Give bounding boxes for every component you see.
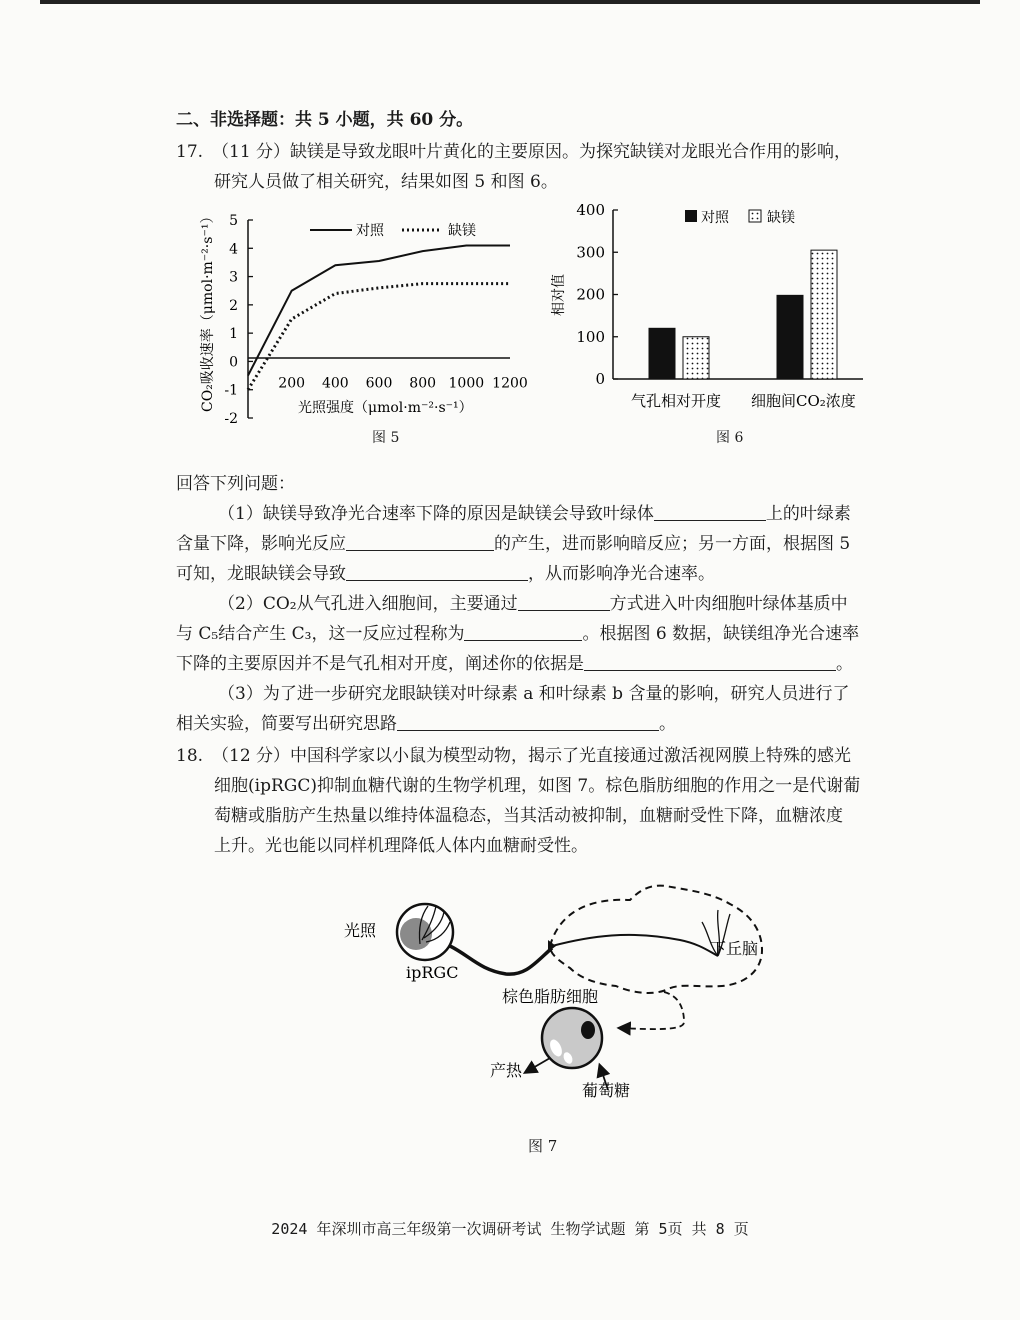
q18-number: 18.	[176, 746, 204, 766]
q18-line1: （12 分）中国科学家以小鼠为模型动物，揭示了光直接通过激活视网膜上特殊的感光	[212, 746, 852, 766]
section-header: 二、非选择题：共 5 小题，共 60 分。	[176, 110, 474, 130]
fig5-x-ticks	[278, 375, 528, 391]
q17-p2-a: （2）CO₂从气孔进入细胞间，主要通过	[218, 594, 518, 614]
fig5-x-tick-label: 800	[409, 375, 437, 392]
fig5-y-tick-label: -2	[224, 411, 238, 427]
fig5-x-tick-label: 200	[278, 375, 306, 392]
heat-arrow	[526, 1058, 550, 1072]
fig6-bar-control-2	[777, 295, 803, 379]
q17-p2-line2	[176, 622, 859, 646]
q17-p3-line2	[176, 712, 676, 736]
fig6-y-tick-label: 200	[576, 285, 605, 304]
q17-p2-c: 与 C₅结合产生 C₃，这一反应过程称为	[176, 624, 465, 644]
fig5-y-tick-label: 2	[229, 297, 238, 314]
q17-line2: 研究人员做了相关研究，结果如图 5 和图 6。	[214, 172, 558, 192]
fig6-bar-mgdef-1	[683, 337, 709, 379]
q17-p2-b: 方式进入叶肉细胞叶绿体基质中	[609, 594, 848, 614]
q17-p2-d: 。根据图 6 数据，缺镁组净光合速率	[582, 624, 860, 644]
q17-p3-c: 。	[659, 714, 676, 734]
brown-fat-cell-icon	[542, 1008, 602, 1068]
fig6-bar-mgdef-2	[811, 250, 837, 379]
fig6-y-ticks	[576, 201, 618, 388]
fig6-legend-mgdef: 缺镁	[767, 210, 795, 226]
answer-blank-2[interactable]	[346, 532, 494, 551]
fig5-y-tick-label: -1	[224, 382, 238, 399]
fig5-y-tick-label: 1	[229, 326, 238, 343]
fig6-legend-control: 对照	[701, 210, 729, 226]
q18-line2: 细胞(ipRGC)抑制血糖代谢的生物学机理，如图 7。棕色脂肪细胞的作用之一是代谢葡	[214, 776, 861, 796]
q17-number: 17.	[176, 142, 204, 162]
answer-blank-4[interactable]	[518, 592, 610, 611]
signal-to-brown-fat	[620, 992, 684, 1029]
fig5-legend-control: 对照	[356, 223, 384, 239]
answer-prompt: 回答下列问题：	[176, 474, 295, 494]
fig6-category-2: 细胞间CO₂浓度	[751, 392, 856, 410]
q17-p1-b: 上的叶绿素	[765, 504, 851, 524]
answer-blank-1[interactable]	[654, 502, 766, 521]
fig6-y-label: 相对值	[551, 274, 567, 316]
answer-blank-7[interactable]	[397, 712, 659, 731]
q18-line4: 上升。光也能以同样机理降低人体内血糖耐受性。	[214, 836, 588, 856]
fig5-y-label: CO₂吸收速率（μmol·m⁻²·s⁻¹）	[200, 209, 216, 412]
label-hypothalamus: 下丘脑	[710, 939, 759, 958]
eye-icon	[397, 904, 453, 960]
q17-p1-e: 可知，龙眼缺镁会导致	[176, 564, 346, 584]
page-footer: 2024 年深圳市高三年级第一次调研考试 生物学试题 第 5页 共 8 页	[271, 1220, 749, 1238]
fig7-caption: 图 7	[528, 1137, 558, 1155]
fig5-series-control-line	[248, 245, 510, 375]
optic-nerve	[450, 946, 552, 974]
q17-p1-a: （1）缺镁导致净光合速率下降的原因是缺镁会导致叶绿体	[218, 504, 654, 524]
q18-line3: 萄糖或脂肪产生热量以维持体温稳态，当其活动被抑制，血糖耐受性下降，血糖浓度	[214, 806, 843, 826]
fig6-bars	[649, 250, 837, 379]
q17-p1-d: 的产生，进而影响暗反应；另一方面，根据图 5	[494, 534, 851, 554]
fig6-caption: 图 6	[716, 430, 744, 446]
q17-p2-e: 下降的主要原因并不是气孔相对开度，阐述你的依据是	[176, 654, 584, 674]
q17-p1-line3	[176, 562, 715, 586]
q17-p3-b: 相关实验，简要写出研究思路	[176, 714, 397, 734]
fig6-legend-control-swatch	[685, 210, 697, 222]
q17-p1-c: 含量下降，影响光反应	[176, 534, 346, 554]
fig5-y-tick-label: 5	[229, 213, 238, 229]
fig5-caption: 图 5	[372, 430, 400, 446]
fig6-y-tick-label: 400	[576, 201, 605, 219]
neural-pathway	[552, 935, 718, 956]
label-iprgc: ipRGC	[406, 963, 459, 982]
page-top-edge	[40, 0, 980, 4]
fig5-x-tick-label: 1000	[448, 375, 485, 392]
answer-blank-3[interactable]	[346, 562, 528, 581]
fig6-y-tick-label: 100	[576, 327, 605, 346]
q17-p2-f: 。	[836, 654, 853, 674]
fig6-bar-control-1	[649, 328, 675, 379]
q17-p2-line3	[176, 652, 853, 676]
figure-5-line-chart	[190, 200, 540, 450]
figure-7-diagram	[330, 870, 790, 1120]
fig5-legend	[310, 222, 476, 239]
label-glucose: 葡萄糖	[582, 1081, 631, 1100]
fig5-legend-mgdef: 缺镁	[448, 223, 476, 239]
answer-blank-6[interactable]	[584, 652, 836, 671]
fig6-legend-mgdef-swatch	[749, 210, 761, 222]
fig5-y-tick-label: 4	[229, 241, 238, 258]
q17-p3-line1: （3）为了进一步研究龙眼缺镁对叶绿素 a 和叶绿素 b 含量的影响，研究人员进行了	[218, 684, 850, 704]
label-heat: 产热	[490, 1061, 523, 1080]
q17-line1: （11 分）缺镁是导致龙眼叶片黄化的主要原因。为探究缺镁对龙眼光合作用的影响，	[212, 142, 852, 162]
fig5-x-label: 光照强度（μmol·m⁻²·s⁻¹）	[298, 400, 473, 416]
answer-blank-5[interactable]	[464, 622, 582, 641]
fig5-y-tick-label: 0	[229, 354, 238, 371]
q17-p1-f: ，从而影响净光合速率。	[528, 564, 715, 584]
fig5-x-tick-label: 1200	[492, 375, 528, 392]
fig5-y-tick-label: 3	[229, 269, 238, 286]
fig6-legend	[685, 209, 795, 226]
figure-6-bar-chart	[545, 196, 875, 426]
q17-p1-line1	[218, 502, 851, 526]
fig5-x-tick-label: 400	[321, 375, 349, 392]
label-light: 光照	[344, 921, 377, 940]
fig6-category-1: 气孔相对开度	[631, 392, 722, 410]
fig5-x-tick-label: 600	[365, 375, 393, 392]
fig6-y-tick-label: 0	[595, 370, 605, 388]
q17-p2-line1	[218, 592, 848, 616]
label-brown-fat: 棕色脂肪细胞	[502, 987, 599, 1006]
fig6-y-tick-label: 300	[576, 243, 605, 262]
q17-p1-line2	[176, 532, 850, 556]
